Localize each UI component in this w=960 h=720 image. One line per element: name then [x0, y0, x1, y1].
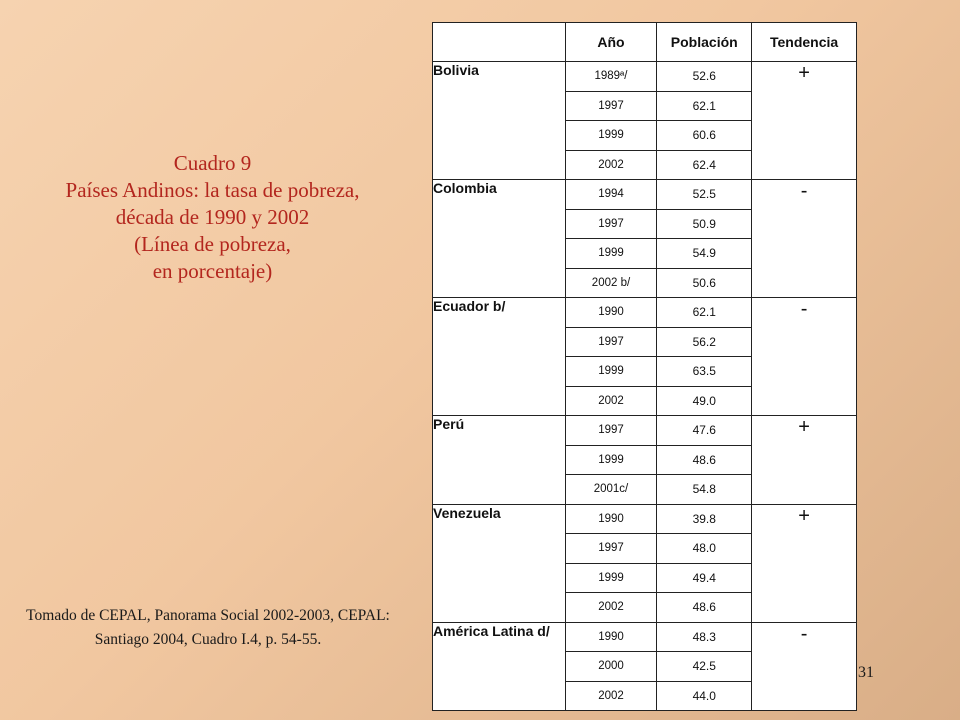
- table-row: [433, 180, 857, 210]
- table-row: [433, 298, 857, 328]
- year-cell: 1997: [565, 416, 657, 446]
- page-number: 31: [858, 664, 874, 681]
- year-cell: 2000: [565, 652, 657, 682]
- year-cell: 1999: [565, 121, 657, 151]
- year-cell: 2002 b/: [565, 268, 657, 298]
- population-cell: 48.6: [657, 593, 752, 623]
- country-cell: Venezuela: [433, 504, 566, 622]
- header-population: Población: [657, 23, 752, 62]
- trend-cell: -: [752, 180, 857, 298]
- population-cell: 48.6: [657, 445, 752, 475]
- population-cell: 49.4: [657, 563, 752, 593]
- year-cell: 1999: [565, 563, 657, 593]
- poverty-table: [432, 22, 857, 711]
- title-line-4: (Línea de pobreza,: [134, 232, 291, 256]
- year-cell: 2002: [565, 681, 657, 711]
- population-cell: 50.6: [657, 268, 752, 298]
- year-cell: 2002: [565, 386, 657, 416]
- year-cell: 2002: [565, 593, 657, 623]
- population-cell: 56.2: [657, 327, 752, 357]
- year-cell: 1989ª/: [565, 62, 657, 92]
- population-cell: 52.5: [657, 180, 752, 210]
- population-cell: 44.0: [657, 681, 752, 711]
- title-line-3: década de 1990 y 2002: [115, 205, 310, 229]
- country-cell: Colombia: [433, 180, 566, 298]
- trend-cell: +: [752, 504, 857, 622]
- title-line-1: Cuadro 9: [173, 151, 252, 175]
- header-trend: Tendencia: [752, 23, 857, 62]
- population-cell: 52.6: [657, 62, 752, 92]
- year-cell: 1994: [565, 180, 657, 210]
- header-year: Año: [565, 23, 657, 62]
- population-cell: 39.8: [657, 504, 752, 534]
- header-country: [433, 23, 566, 62]
- year-cell: 1990: [565, 622, 657, 652]
- table-body: [433, 62, 857, 711]
- trend-cell: +: [752, 416, 857, 505]
- country-cell: Ecuador b/: [433, 298, 566, 416]
- trend-cell: -: [752, 298, 857, 416]
- year-cell: 1999: [565, 445, 657, 475]
- year-cell: 1997: [565, 327, 657, 357]
- country-cell: Perú: [433, 416, 566, 505]
- year-cell: 2001c/: [565, 475, 657, 505]
- year-cell: 1997: [565, 534, 657, 564]
- title-line-5: en porcentaje): [152, 259, 273, 283]
- year-cell: 1990: [565, 298, 657, 328]
- table-row: [433, 504, 857, 534]
- population-cell: 49.0: [657, 386, 752, 416]
- population-cell: 62.4: [657, 150, 752, 180]
- population-cell: 48.0: [657, 534, 752, 564]
- population-cell: 54.8: [657, 475, 752, 505]
- year-cell: 1997: [565, 91, 657, 121]
- population-cell: 63.5: [657, 357, 752, 387]
- year-cell: 2002: [565, 150, 657, 180]
- year-cell: 1999: [565, 357, 657, 387]
- trend-cell: -: [752, 622, 857, 711]
- country-cell: América Latina d/: [433, 622, 566, 711]
- population-cell: 48.3: [657, 622, 752, 652]
- table-header-row: [433, 23, 857, 62]
- slide-title: [20, 150, 405, 285]
- table-row: [433, 416, 857, 446]
- year-cell: 1990: [565, 504, 657, 534]
- population-cell: 62.1: [657, 298, 752, 328]
- table-row: [433, 622, 857, 652]
- population-cell: 62.1: [657, 91, 752, 121]
- population-cell: 42.5: [657, 652, 752, 682]
- year-cell: 1997: [565, 209, 657, 239]
- table-row: [433, 62, 857, 92]
- population-cell: 54.9: [657, 239, 752, 269]
- population-cell: 60.6: [657, 121, 752, 151]
- population-cell: 47.6: [657, 416, 752, 446]
- year-cell: 1999: [565, 239, 657, 269]
- title-line-2: Países Andinos: la tasa de pobreza,: [65, 178, 360, 202]
- source-note: Tomado de CEPAL, Panorama Social 2002-2003, CEPAL: Santiago 2004, Cuadro I.4, p. 54-55.: [26, 607, 390, 648]
- country-cell: Bolivia: [433, 62, 566, 180]
- population-cell: 50.9: [657, 209, 752, 239]
- trend-cell: +: [752, 62, 857, 180]
